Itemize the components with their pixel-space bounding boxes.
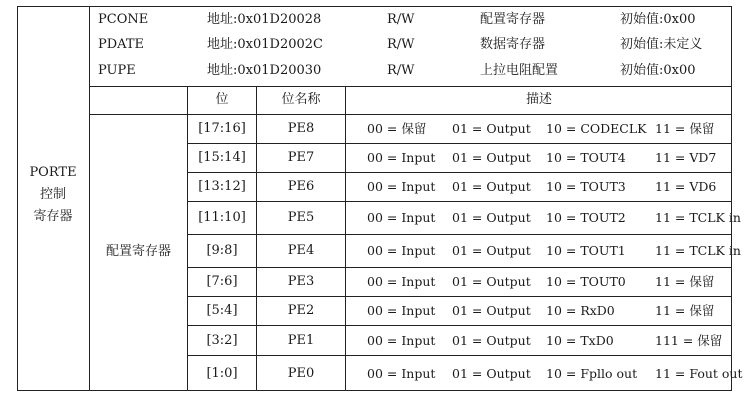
bit-name: PE7 xyxy=(287,150,315,165)
bit-option-2: 10 = TOUT0 xyxy=(546,274,626,289)
bit-range: [5:4] xyxy=(206,303,238,318)
bit-option-3: 11 = Fout out xyxy=(655,366,743,381)
divider-desc-column xyxy=(345,86,346,391)
bit-option-1: 01 = Output xyxy=(452,150,531,165)
bit-name: PE1 xyxy=(287,333,315,348)
bit-name: PE4 xyxy=(287,243,315,258)
register-rw: R/W xyxy=(387,12,415,27)
register-initial: 初始值:0x00 xyxy=(620,63,696,78)
bit-option-1: 01 = Output xyxy=(452,366,531,381)
bit-option-0: 00 = Input xyxy=(367,210,436,225)
bit-name: PE2 xyxy=(287,303,315,318)
bit-option-0: 00 = Input xyxy=(367,150,436,165)
bit-name: PE0 xyxy=(287,366,315,381)
bit-range: [13:12] xyxy=(198,179,246,194)
bit-option-0: 00 = Input xyxy=(367,333,436,348)
register-desc: 数据寄存器 xyxy=(480,37,546,52)
port-title xyxy=(17,162,89,228)
bit-option-3: 11 = TCLK in xyxy=(655,210,741,225)
register-desc: 上拉电阻配置 xyxy=(480,63,559,78)
port-title-line1: PORTE xyxy=(29,165,77,180)
config-register-label: 配置寄存器 xyxy=(105,244,171,259)
register-rw: R/W xyxy=(387,37,415,52)
register-name: PUPE xyxy=(98,63,136,78)
bit-option-3: 11 = VD7 xyxy=(655,150,717,165)
port-title-line3: 寄存器 xyxy=(33,209,73,224)
header-bit-name: 位名称 xyxy=(281,92,321,107)
bit-name: PE3 xyxy=(287,274,315,289)
header-description: 描述 xyxy=(525,92,552,107)
bit-option-2: 10 = Fpllo out xyxy=(546,366,638,381)
row-divider xyxy=(187,172,732,173)
bit-option-3: 11 = VD6 xyxy=(655,179,717,194)
row-divider xyxy=(187,143,732,144)
bit-option-2: 10 = TxD0 xyxy=(546,333,614,348)
bit-option-0: 00 = Input xyxy=(367,274,436,289)
bit-option-1: 01 = Output xyxy=(452,210,531,225)
divider-left-column xyxy=(89,6,90,391)
bit-option-2: 10 = TOUT1 xyxy=(546,243,626,258)
register-initial: 初始值:未定义 xyxy=(620,37,703,52)
port-title-line2: 控制 xyxy=(39,187,66,202)
bit-option-2: 10 = TOUT2 xyxy=(546,210,626,225)
divider-header-top xyxy=(89,86,732,87)
bit-option-3: 11 = TCLK in xyxy=(655,243,741,258)
row-divider xyxy=(187,296,732,297)
bit-option-2: 10 = TOUT3 xyxy=(546,179,626,194)
bit-option-2: 10 = TOUT4 xyxy=(546,150,626,165)
bit-option-0: 00 = Input xyxy=(367,243,436,258)
register-name: PDATE xyxy=(98,37,145,52)
bit-name: PE5 xyxy=(287,210,315,225)
bit-option-0: 00 = Input xyxy=(367,366,436,381)
bit-option-1: 01 = Output xyxy=(452,303,531,318)
bit-range: [15:14] xyxy=(198,150,246,165)
bit-name: PE6 xyxy=(287,179,315,194)
bit-option-0: 00 = Input xyxy=(367,179,436,194)
row-divider xyxy=(187,267,732,268)
bit-option-1: 01 = Output xyxy=(452,333,531,348)
bit-option-0: 00 = 保留 xyxy=(367,121,427,136)
header-bit: 位 xyxy=(215,92,229,107)
row-divider xyxy=(187,201,732,202)
bit-option-3: 111 = 保留 xyxy=(655,333,723,348)
bit-option-1: 01 = Output xyxy=(452,243,531,258)
bit-option-1: 01 = Output xyxy=(452,121,531,136)
register-desc: 配置寄存器 xyxy=(480,12,546,27)
bit-option-3: 11 = 保留 xyxy=(655,121,715,136)
bit-option-2: 10 = CODECLK xyxy=(546,121,647,136)
bit-range: [3:2] xyxy=(206,333,238,348)
bit-option-0: 00 = Input xyxy=(367,303,436,318)
register-name: PCONE xyxy=(98,12,149,27)
bit-option-3: 11 = 保留 xyxy=(655,274,715,289)
register-address: 地址:0x01D20028 xyxy=(207,12,322,27)
row-divider xyxy=(187,234,732,235)
register-rw: R/W xyxy=(387,63,415,78)
bit-option-1: 01 = Output xyxy=(452,274,531,289)
bit-name: PE8 xyxy=(287,121,315,136)
register-address: 地址:0x01D20030 xyxy=(207,63,322,78)
row-divider xyxy=(187,355,732,356)
bit-option-3: 11 = 保留 xyxy=(655,303,715,318)
bit-range: [7:6] xyxy=(206,274,238,289)
bit-range: [17:16] xyxy=(198,121,246,136)
bit-option-2: 10 = RxD0 xyxy=(546,303,615,318)
row-divider xyxy=(187,325,732,326)
divider-header-bottom xyxy=(89,114,732,115)
bit-option-1: 01 = Output xyxy=(452,179,531,194)
register-initial: 初始值:0x00 xyxy=(620,12,696,27)
bit-range: [9:8] xyxy=(206,243,238,258)
bit-range: [1:0] xyxy=(206,366,238,381)
register-address: 地址:0x01D2002C xyxy=(207,37,323,52)
bit-range: [11:10] xyxy=(198,210,246,225)
